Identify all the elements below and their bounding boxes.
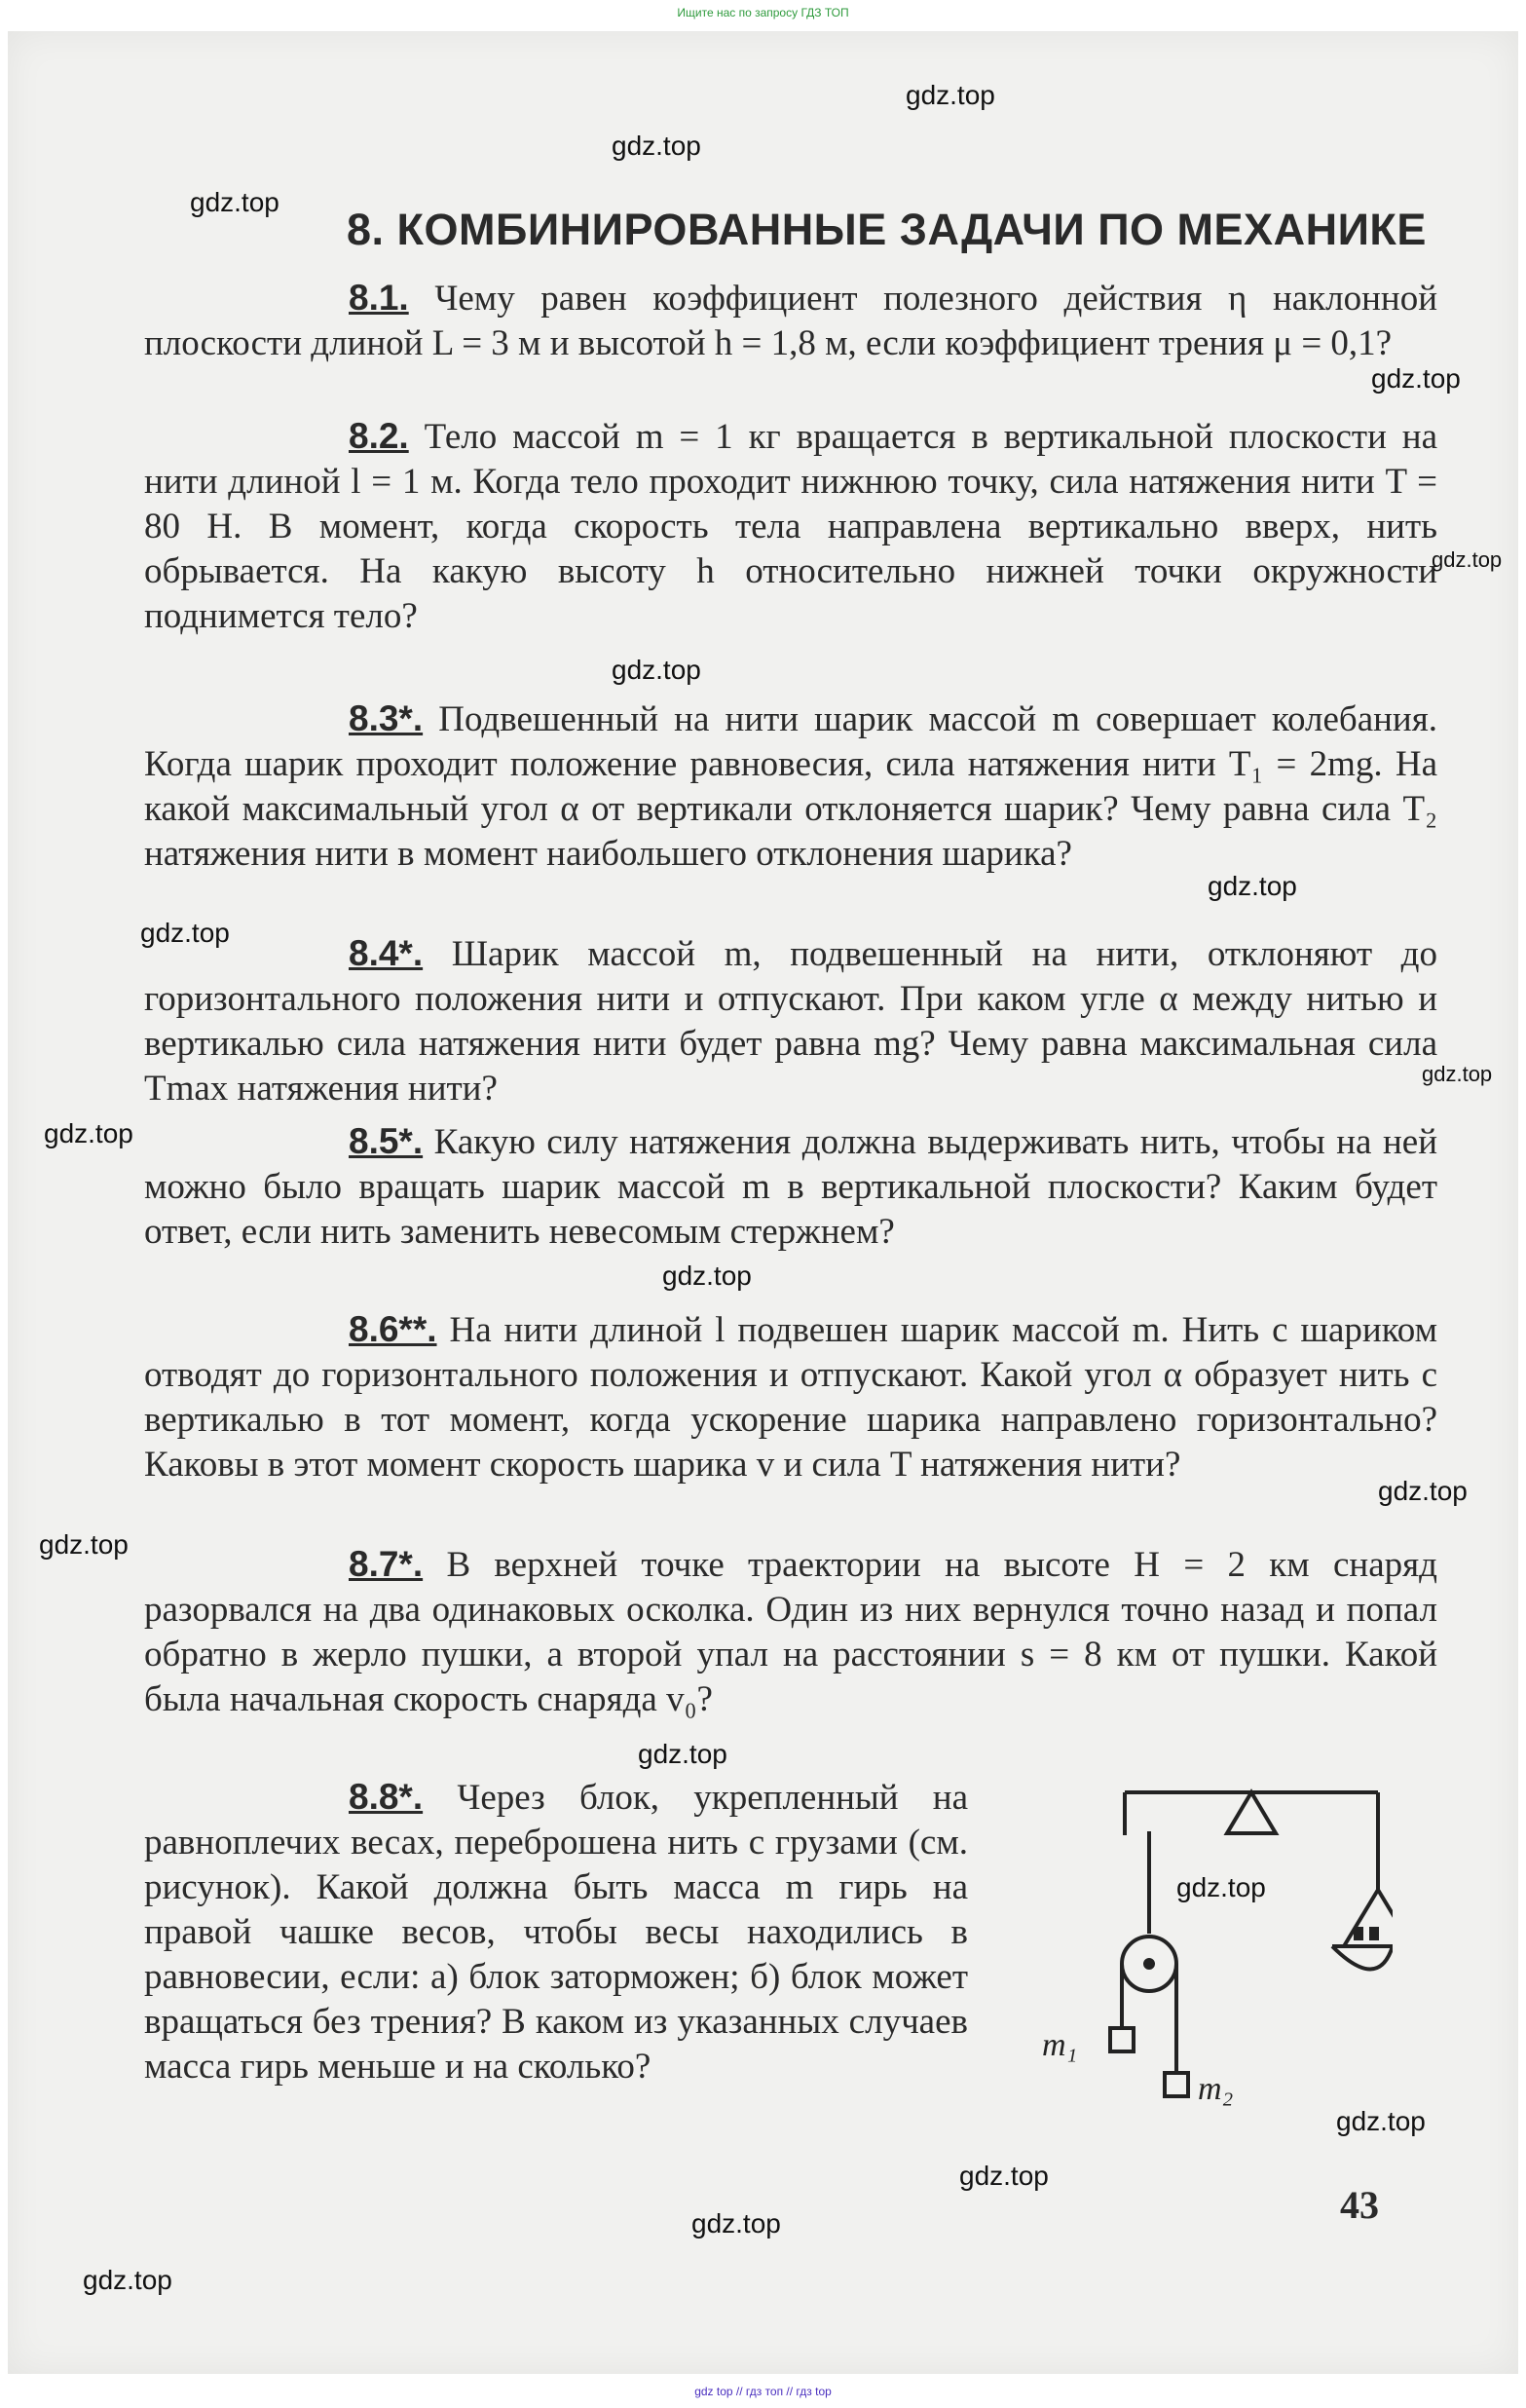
watermark: gdz.top <box>906 80 995 110</box>
problem-text: Подвешенный на нити шарик массой m совершает колебания. Когда шарик проходит положение равновесия, сила натяжения нити T₁ = 2mg. На какой максимальный угол α от вертикали отклоняется шарик? Чему равна сила T₂ натяжения нити в момент наибольшего отклонения шарика? <box>144 699 1437 874</box>
watermark: gdz.top <box>662 1260 752 1291</box>
problem-number: 8.4*. <box>349 933 424 973</box>
problem-text: Шарик массой m, подвешенный на нити, отклоняют до горизонтального положения нити и отпускают. При каком угле α между нитью и вертикалью сила натяжения нити будет равна mg? Чему равна максимальная сила Tmax натяжения нити? <box>144 934 1438 1109</box>
balance-pulley-figure <box>1023 1773 1393 2124</box>
problem-8-2 <box>144 414 1437 639</box>
problem-8-7 <box>144 1542 1437 1722</box>
label-m2: m₂ <box>1198 2071 1234 2107</box>
problem-8-8 <box>144 1775 968 2089</box>
problem-number: 8.7*. <box>349 1544 424 1584</box>
problem-8-1 <box>144 276 1437 366</box>
watermark: gdz.top <box>1422 1062 1493 1086</box>
problem-8-3 <box>144 696 1437 877</box>
watermark: gdz.top <box>39 1529 129 1560</box>
watermark: gdz.top <box>1432 547 1503 572</box>
watermark: gdz.top <box>190 187 279 217</box>
problem-8-6 <box>144 1307 1437 1487</box>
watermark: gdz.top <box>612 131 701 161</box>
watermark: gdz.top <box>140 918 230 948</box>
page-number: 43 <box>1340 2183 1379 2227</box>
section-title: 8. КОМБИНИРОВАННЫЕ ЗАДАЧИ ПО МЕХАНИКЕ <box>347 205 1427 254</box>
watermark: gdz.top <box>1378 1476 1468 1506</box>
problem-number: 8.6**. <box>349 1309 437 1349</box>
watermark: gdz.top <box>959 2161 1049 2191</box>
watermark: gdz.top <box>1371 363 1461 394</box>
watermark: gdz.top <box>44 1118 133 1148</box>
problem-text: Какую силу натяжения должна выдерживать нить, чтобы на ней можно было вращать шарик массой m в вертикальной плоскости? Каким будет ответ, если нить заменить невесомым стержнем? <box>144 1122 1437 1252</box>
problem-text: Через блок, укрепленный на равноплечих весах, переброшена нить с грузами (см. рисунок). Какой должна быть масса m гирь на правой чашке весов, чтобы весы находились в равновесии, если: а) блок заторможен; б) блок может вращаться без трения? В каком из указанных случаев масса гирь меньше и на сколько? <box>144 1778 968 2087</box>
problem-number: 8.2. <box>349 416 409 456</box>
bottom-note: gdz top // гдз топ // гдз top <box>694 2385 832 2398</box>
problem-text: Чему равен коэффициент полезного действия η наклонной плоскости длиной L = 3 м и высотой h = 1,8 м, если коэффициент трения μ = 0,1? <box>144 279 1438 363</box>
problem-text: В верхней точке траектории на высоте H = 2 км снаряд разорвался на два одинаковых осколка. Один из них вернулся точно назад и попал обратно в жерло пушки, а второй упал на расстоянии s = 8 км от пушки. Какой была начальная скорость снаряда v₀? <box>144 1545 1437 1719</box>
top-note: Ищите нас по запросу ГДЗ ТОП <box>677 6 849 19</box>
problem-8-4 <box>144 931 1437 1111</box>
problem-number: 8.3*. <box>349 698 424 738</box>
problem-number: 8.8*. <box>349 1777 424 1817</box>
watermark: gdz.top <box>612 655 701 685</box>
problem-text: На нити длиной l подвешен шарик массой m. Нить с шариком отводят до горизонтального положения и отпускают. Какой угол α образует нить с вертикалью в тот момент, когда ускорение шарика направлено горизонтально? Каковы в этот момент скорость шарика v и сила T натяжения нити? <box>144 1310 1438 1485</box>
watermark: gdz.top <box>1176 1872 1266 1902</box>
watermark: gdz.top <box>638 1739 727 1769</box>
problem-number: 8.1. <box>349 278 409 318</box>
watermark: gdz.top <box>1208 871 1297 901</box>
watermark: gdz.top <box>1336 2106 1426 2136</box>
watermark: gdz.top <box>83 2265 172 2295</box>
problem-text: Тело массой m = 1 кг вращается в вертикальной плоскости на нити длиной l = 1 м. Когда тело проходит нижнюю точку, сила натяжения нити T = 80 Н. В момент, когда скорость тела направлена вертикально вверх, нить обрывается. На какую высоту h относительно нижней точки окружности поднимется тело? <box>144 417 1438 636</box>
watermark: gdz.top <box>691 2208 781 2239</box>
problem-number: 8.5*. <box>349 1121 424 1161</box>
label-m1: m₁ <box>1042 2027 1078 2063</box>
problem-8-5 <box>144 1119 1437 1255</box>
